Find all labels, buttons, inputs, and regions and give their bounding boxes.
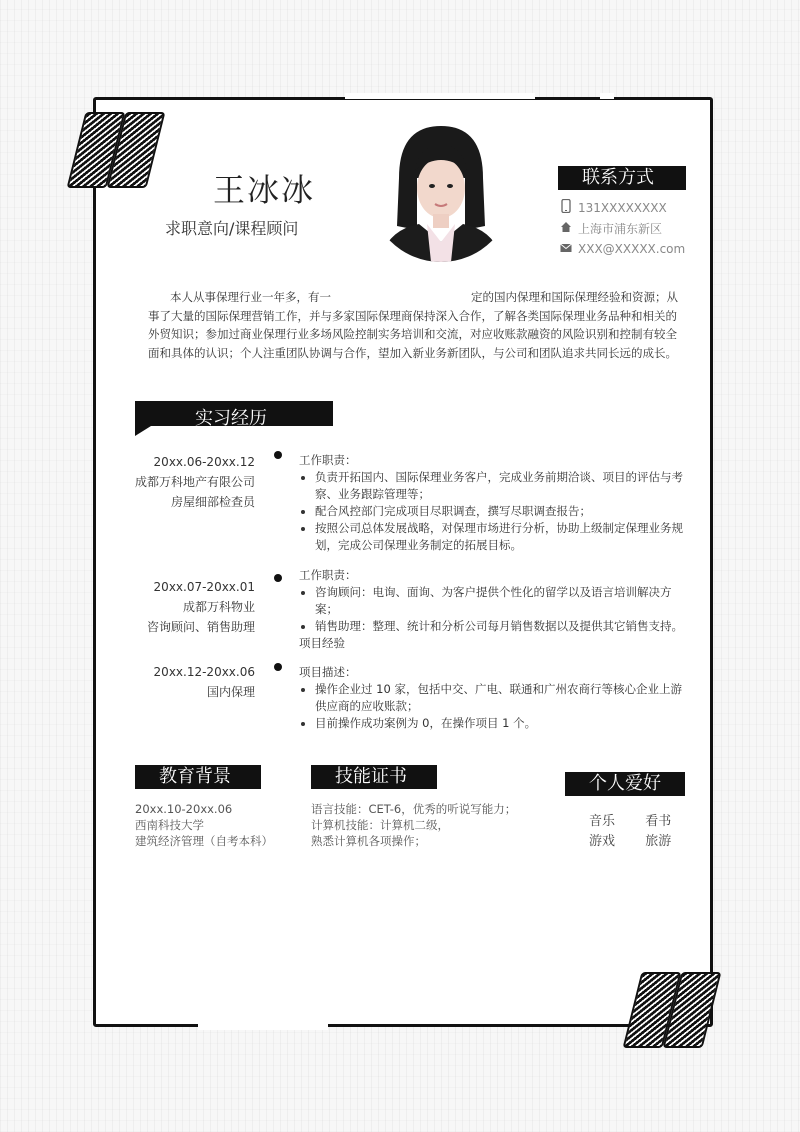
hobby-item: 音乐: [589, 814, 616, 829]
frame-gap: [198, 1024, 328, 1030]
education-school: 西南科技大学: [135, 818, 204, 832]
entry-bullet: • 按照公司总体发展战略，对保理市场进行分析，协助上级制定保理业务规划，完成公司保理业务制定的拓展目标。: [315, 520, 684, 554]
entry-period: 20xx.12-20xx.06: [153, 665, 255, 679]
self-introduction: [148, 288, 688, 362]
candidate-name: 王冰冰: [213, 171, 316, 209]
phone-icon: [560, 199, 572, 216]
hobby-item: 游戏: [589, 834, 616, 849]
frame-gap: [600, 93, 614, 99]
internship-entry-detail: [299, 452, 684, 554]
skill-line: 语言技能：CET-6，优秀的听说写能力；: [311, 802, 517, 816]
contact-phone: 131XXXXXXXX: [578, 200, 667, 215]
entry-role: 咨询顾问、销售助理: [146, 620, 255, 634]
job-intent: 求职意向/课程顾问: [165, 219, 299, 238]
timeline-dot: [274, 451, 282, 459]
intro-part1: 本人从事保理行业一年多，有一: [170, 290, 331, 304]
internship-entry-meta: [135, 452, 255, 512]
education-period: 20xx.10-20xx.06: [135, 802, 233, 816]
skill-line: 计算机技能：计算机二级，: [311, 818, 449, 832]
contact-address: 上海市浦东新区: [578, 222, 663, 236]
contact-email-row: [560, 242, 685, 256]
title-flag-tail: [135, 426, 151, 436]
hobbies-section-title: 个人爱好: [565, 772, 685, 796]
entry-company: 国内保理: [206, 685, 255, 699]
entry-bullet: • 销售助理：整理、统计和分析公司每月销售数据以及提供其它销售支持。: [315, 618, 684, 635]
entry-after: 项目经验: [299, 636, 345, 650]
internship-entry-detail: [299, 664, 684, 732]
hobby-item: 看书: [645, 814, 672, 829]
skills-section-title: 技能证书: [311, 765, 437, 789]
contact-section-title: 联系方式: [558, 166, 686, 190]
contact-phone-row: [560, 199, 667, 216]
entry-heading: 工作职责：: [299, 568, 357, 582]
entry-bullet: • 咨询顾问：电询、面询、为客户提供个性化的留学以及语言培训解决方案；: [315, 584, 684, 618]
entry-heading: 工作职责：: [299, 453, 357, 467]
home-icon: [560, 221, 572, 236]
entry-company: 成都万科地产有限公司: [135, 475, 256, 489]
education-detail: [135, 801, 273, 849]
entry-period: 20xx.06-20xx.12: [153, 455, 255, 469]
entry-bullet: • 目前操作成功案例为 0，在操作项目 1 个。: [315, 715, 684, 732]
internship-section-title: 实习经历: [135, 401, 333, 426]
internship-entry-meta: [135, 662, 255, 702]
avatar: [369, 118, 513, 262]
intro-part2: 定的国内保理和国际保理经验和资源；从事了大量的国际保理营销工作，并与多家国际保理商保持深入合作，了解各类国际保理业务品种和相关的外贸知识；参加过商业保理行业多场风险控制实务培训和交流，对应收账款融资的风险识别和控制有较全面和具体的认识；个人注重团队协调与合作，望加入新业务新团队，与公司和团队追求共同长远的成长。: [148, 290, 678, 360]
entry-period: 20xx.07-20xx.01: [153, 580, 255, 594]
entry-heading: 项目描述：: [299, 665, 357, 679]
timeline-dot: [274, 663, 282, 671]
education-section-title: 教育背景: [135, 765, 261, 789]
entry-role: 房屋细部检查员: [170, 495, 255, 509]
contact-address-row: [560, 220, 662, 237]
timeline-dot: [274, 574, 282, 582]
entry-company: 成都万科物业: [182, 600, 255, 614]
entry-bullet: • 配合风控部门完成项目尽职调查，撰写尽职调查报告；: [315, 503, 684, 520]
frame-gap: [345, 93, 535, 99]
contact-email: XXX@XXXXX.com: [578, 242, 686, 256]
entry-bullet: • 负责开拓国内、国际保理业务客户，完成业务前期洽谈、项目的评估与考察、业务跟踪管理等；: [315, 469, 684, 503]
hobbies-list: [589, 812, 679, 852]
mail-icon: [560, 242, 572, 256]
education-major: 建筑经济管理（自考本科）: [135, 834, 273, 848]
internship-entry-meta: [135, 577, 255, 637]
skills-detail: [311, 801, 516, 849]
hobby-item: 旅游: [645, 834, 672, 849]
entry-bullet: • 操作企业过 10 家，包括中交、广电、联通和广州农商行等核心企业上游供应商的应收账款；: [315, 681, 684, 715]
skill-line: 熟悉计算机各项操作；: [311, 834, 426, 848]
internship-entry-detail: [299, 567, 684, 652]
